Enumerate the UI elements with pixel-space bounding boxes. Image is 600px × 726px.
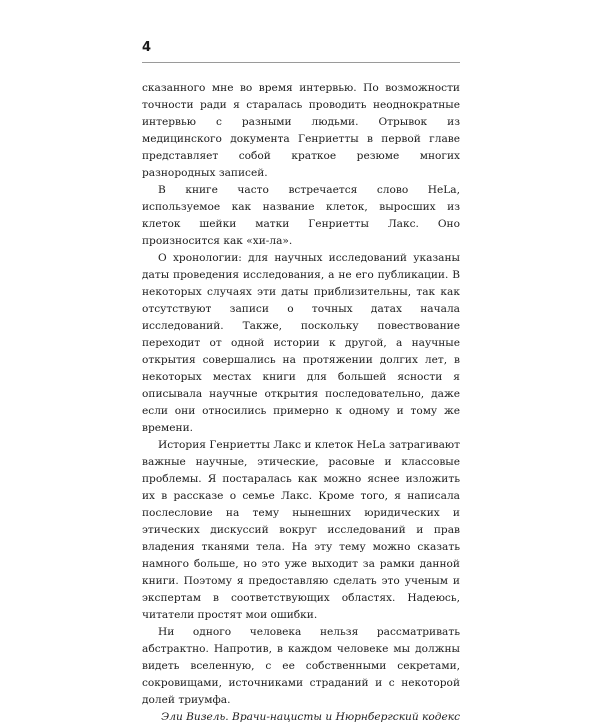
paragraph-hela-term: В книге часто встречается слово HeLa, используемое как название клеток, выросших из клеток шейки матки Генриетты Лакс. Оно произносится как «хи-ла».: [142, 184, 460, 247]
paragraph-ethics: История Генриетты Лакс и клеток HeLa затрагивают важные научные, этические, расовые и классовые проблемы. Я постаралась как можно яснее изложить их в рассказе о семье Лакс. Кроме того, я написала послесловие на тему нынешних юридических и этических дискуссий вокруг исследований и прав владения тканями тела. На эту тему можно сказать намного больше, но это уже выходит за рамки данной книги. Поэтому я предоставляю сделать это ученым и экспертам в соответствующих областях. Надеюсь, читатели простят мои ошибки.: [142, 439, 460, 621]
paragraph-continuation: сказанного мне во время интервью. По возможности точности ради я старалась проводить неоднократные интервью с разными людьми. Отрывок из медицинского документа Генриетты в первой главе представляет собой краткое резюме многих разнородных записей.: [142, 82, 460, 179]
epigraph-attribution: Эли Визель. Врачи-нацисты и Нюрнбергский кодекс: [161, 711, 460, 723]
paragraph-chronology: О хронологии: для научных исследований указаны даты проведения исследования, а не его публикации. В некоторых случаях эти даты приблизительны, так как отсутствуют записи о точных датах начала исследований. Также, поскольку повествование переходит от одной истории к другой, а научные открытия совершались на протяжении долгих лет, в некоторых местах книги для большей ясности я описывала научные открытия последовательно, даже если они относились примерно к одному и тому же времени.: [142, 252, 460, 434]
page-number: 4: [142, 40, 152, 55]
body-text: [142, 80, 460, 726]
epigraph-quote: Ни одного человека нельзя рассматривать абстрактно. Напротив, в каждом человеке мы должны видеть вселенную, с ее собственными секретами, сокровищами, источниками страданий и с некоторой долей триумфа.: [142, 626, 460, 706]
header-rule: [142, 62, 460, 63]
